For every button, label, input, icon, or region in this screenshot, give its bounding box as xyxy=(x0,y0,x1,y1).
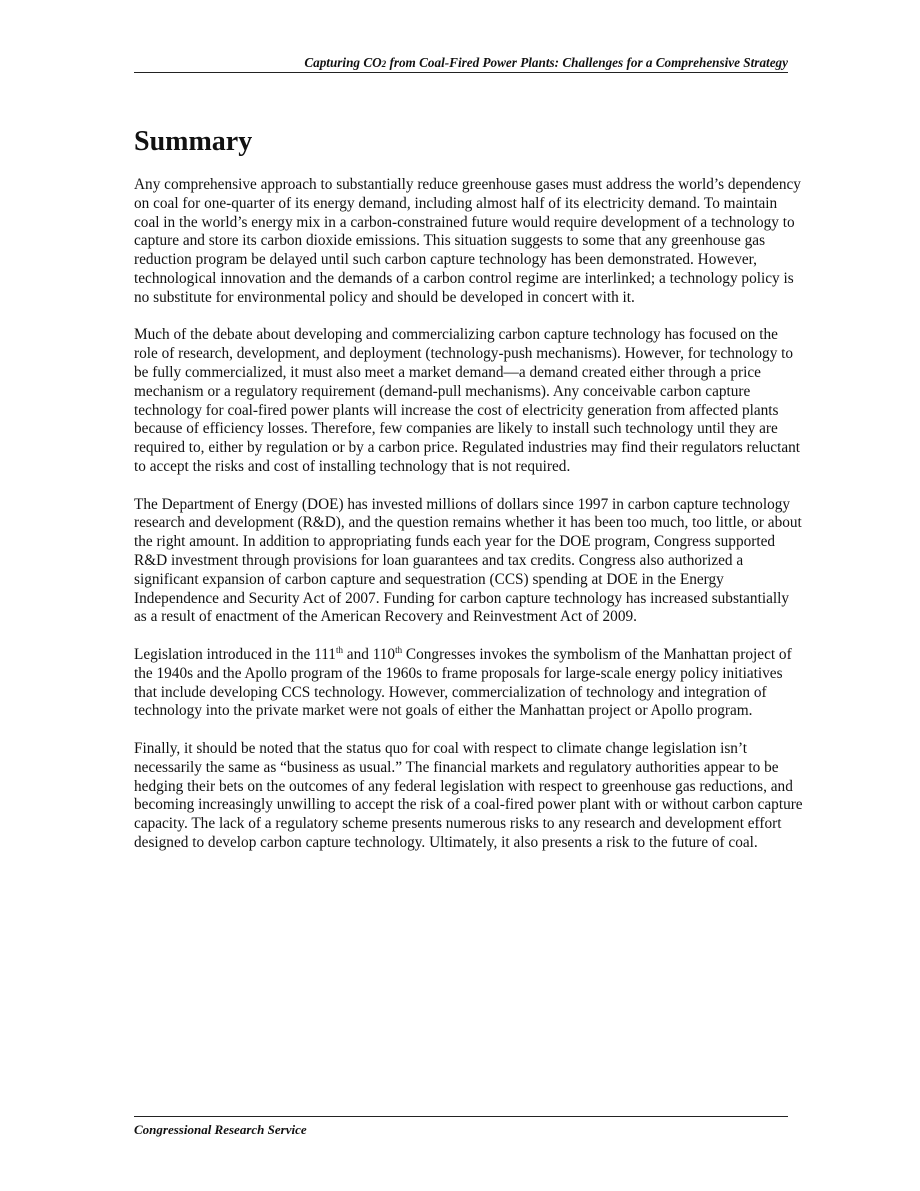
page-title: Summary xyxy=(134,126,253,157)
header-title-part-1: Capturing CO xyxy=(304,55,382,70)
ordinal-suffix-110: th xyxy=(395,644,403,655)
running-footer: Congressional Research Service xyxy=(134,1116,788,1139)
paragraph-4 xyxy=(134,646,804,721)
ordinal-suffix-111: th xyxy=(335,644,343,655)
paragraph-4-text-a: Legislation introduced in the 111 xyxy=(134,645,336,663)
paragraph-4-text-c: Congresses invokes the symbolism of the Manhattan project of the 1940s and the Apollo program of the 1960s to frame proposals for large-scale energy policy initiatives that include developing CCS technology. However, commercialization of technology and integration of technology into the private market were not goals of either the Manhattan project or Apollo program. xyxy=(134,645,792,720)
header-title-part-2: from Coal-Fired Power Plants: Challenges for a Comprehensive Strategy xyxy=(386,55,788,70)
paragraph-3: The Department of Energy (DOE) has invested millions of dollars since 1997 in carbon capture technology research and development (R&D), and the question remains whether it has been too much, too little, or about the right amount. In addition to appropriating funds each year for the DOE program, Congress supported R&D investment through provisions for loan guarantees and tax credits. Congress also authorized a significant expansion of carbon capture and sequestration (CCS) spending at DOE in the Energy Independence and Security Act of 2007. Funding for carbon capture technology has increased substantially as a result of enactment of the American Recovery and Reinvestment Act of 2009. xyxy=(134,495,802,626)
paragraph-4-text-b: and 110 xyxy=(342,645,396,663)
paragraph-5: Finally, it should be noted that the status quo for coal with respect to climate change legislation isn’t necessarily the same as “business as usual.” The financial markets and regulatory authorities appear to be hedging their bets on the outcomes of any federal legislation with respect to greenhouse gas reductions, and becoming increasingly unwilling to accept the risk of a coal-fired power plant with or without carbon capture capacity. The lack of a regulatory scheme presents numerous risks to any research and development effort designed to develop carbon capture technology. Ultimately, it also presents a risk to the future of coal. xyxy=(134,739,803,851)
running-header xyxy=(134,54,788,73)
summary-body xyxy=(134,176,804,853)
paragraph-1: Any comprehensive approach to substantially reduce greenhouse gases must address the world’s dependency on coal for one-quarter of its energy demand, including almost half of its electricity demand. To maintain coal in the world’s energy mix in a carbon-constrained future would require development of a technology to capture and store its carbon dioxide emissions. This situation suggests to some that any greenhouse gas reduction program be delayed until such carbon capture technology has been demonstrated. However, technological innovation and the demands of a carbon control regime are interlinked; a technology policy is no substitute for environmental policy and should be developed in concert with it. xyxy=(134,176,801,306)
paragraph-2: Much of the debate about developing and commercializing carbon capture technology has focused on the role of research, development, and deployment (technology-push mechanisms). However, for technology to be fully commercialized, it must also meet a market demand—a demand created either through a price mechanism or a regulatory requirement (demand-pull mechanisms). Any conceivable carbon capture technology for coal-fired power plants will increase the cost of electricity generation from affected plants because of efficiency losses. Therefore, few companies are likely to install such technology until they are required to, either by regulation or by a carbon price. Regulated industries may find their regulators reluctant to accept the risks and cost of installing technology that is not required. xyxy=(134,326,801,475)
header-title-subscript: 2 xyxy=(381,59,387,69)
